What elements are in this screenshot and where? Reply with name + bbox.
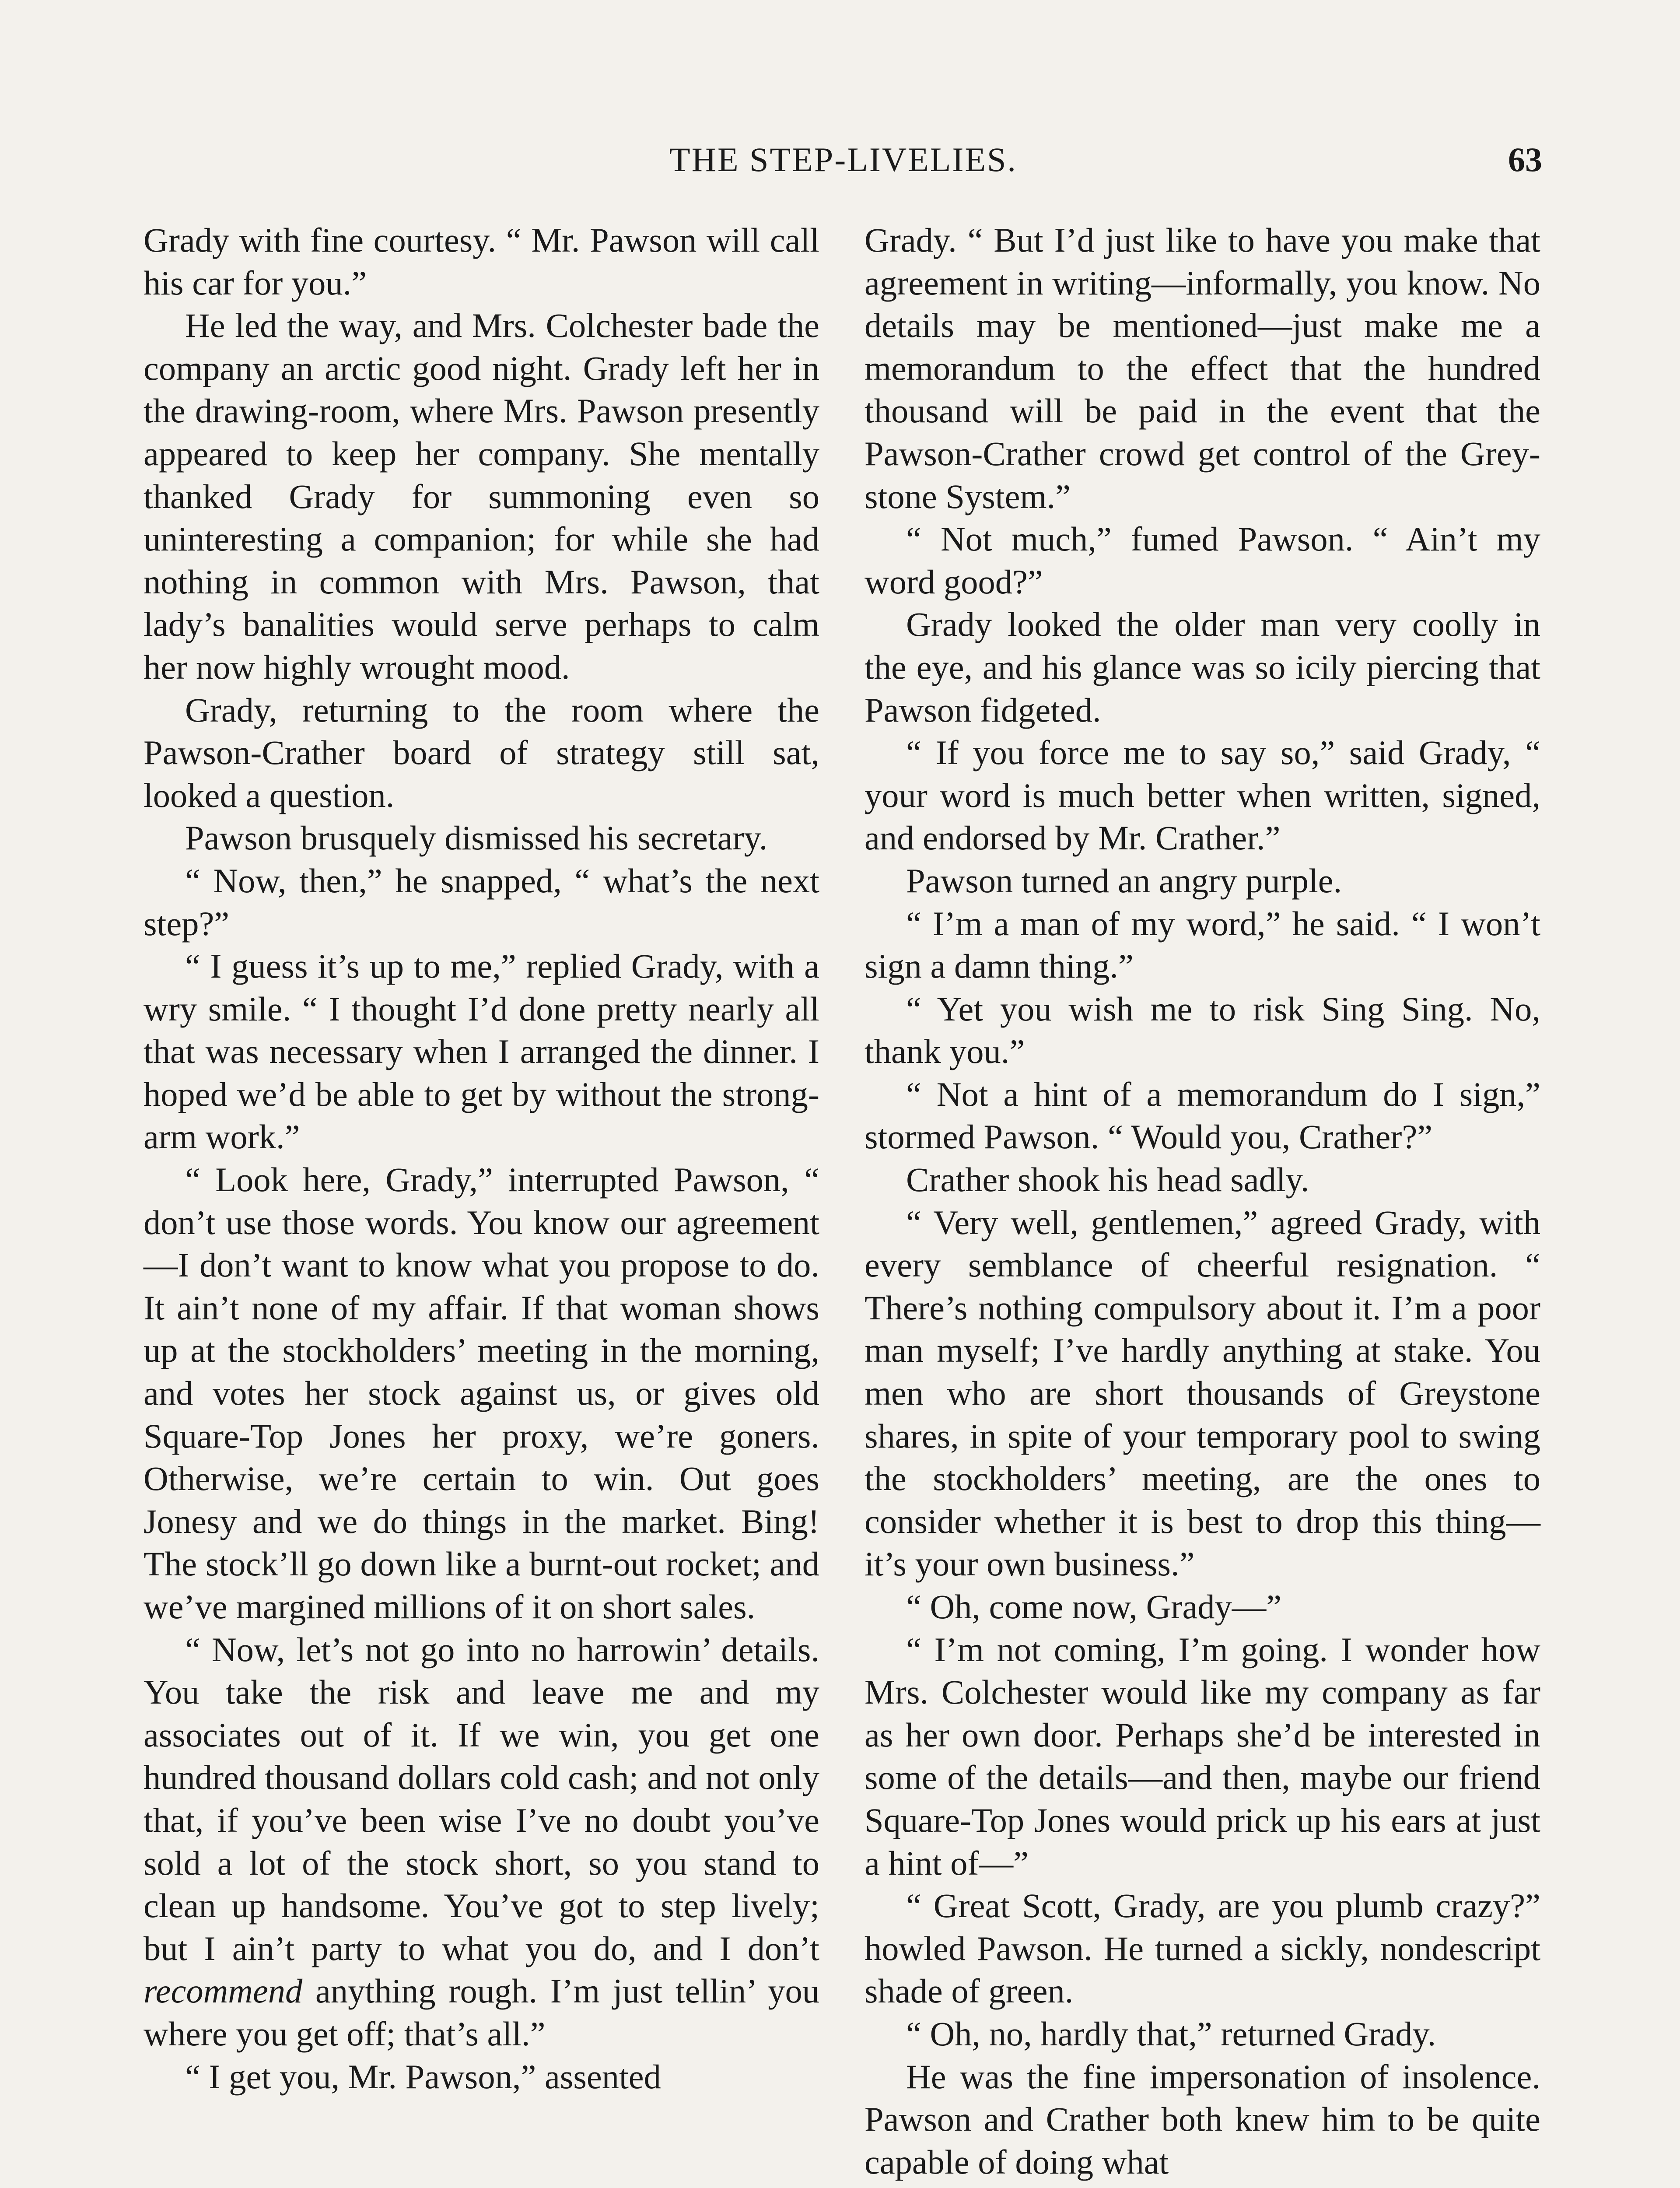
paragraph: “ Not a hint of a memorandum do I sign,” stormed Pawson. “ Would you, Crather?”: [864, 1075, 1540, 1156]
paragraph: He led the way, and Mrs. Colchester bade the company an arctic good night. Grady left her in the drawing-room, where Mrs. Pawson presently appeared to keep her company. She mentally thanked Grady for summoning even so uninteresting a companion; for while she had nothing in common with Mrs. Pawson, that lady’s banalities would serve perhaps to calm her now highly wrought mood.: [144, 306, 819, 686]
paragraph: “ Oh, come now, Grady—”: [906, 1588, 1282, 1626]
paragraph: “ If you force me to say so,” said Grady, “ your word is much better when written, signed, and endorsed by Mr. Crather.”: [864, 733, 1540, 857]
right-column: [864, 219, 1540, 2183]
running-title: THE STEP-LIVELIES.: [669, 140, 1017, 179]
paragraph: He was the fine impersonation of insolence. Pawson and Crather both knew him to be quite capable of doing what: [864, 2057, 1540, 2181]
paragraph: “ Now, let’s not go into no harrowin’ details. You take the risk and leave me and my associates out of it. If we win, you get one hundred thousand dollars cold cash; and not only that, if you’ve been wise I’ve no doubt you’ve sold a lot of the stock short, so you stand to clean up handsome. You’ve got to step lively; but I ain’t party to what you do, and I don’t recommend anything rough. I’m just tellin’ you where you get off; that’s all.”: [144, 1630, 819, 2053]
paragraph: “ I’m not coming, I’m going. I wonder how Mrs. Colchester would like my company as far as her own door. Perhaps she’d be interested in some of the details—and then, maybe our friend Square-Top Jones would prick up his ears at just a hint of—”: [864, 1630, 1540, 1882]
paragraph: Pawson turned an angry purple.: [906, 861, 1342, 900]
paragraph: “ I guess it’s up to me,” replied Grady, with a wry smile. “ I thought I’d done pretty nearly all that was necessary when I arranged the dinner. I hoped we’d be able to get by without the strong-arm work.”: [144, 947, 819, 1156]
emphasis: recommend: [144, 1972, 303, 2010]
left-column: [144, 219, 819, 2098]
running-head: [144, 140, 1542, 193]
paragraph: Grady. “ But I’d just like to have you make that agreement in writing—informally, you know. No details may be mentioned—just make me a memorandum to the effect that the hundred thousand will be paid in the event that the Pawson-Crather crowd get control of the Greystone System.”: [864, 221, 1540, 515]
paragraph: “ Yet you wish me to risk Sing Sing. No, thank you.”: [864, 989, 1540, 1071]
page-number: 63: [1508, 140, 1542, 179]
paragraph: Crather shook his head sadly.: [906, 1161, 1309, 1199]
paragraph: “ Now, then,” he snapped, “ what’s the next step?”: [144, 861, 819, 943]
paragraph: Grady with fine courtesy. “ Mr. Pawson will call his car for you.”: [144, 221, 819, 302]
paragraph: Pawson brusquely dismissed his secretary.: [185, 819, 768, 857]
paragraph: “ I get you, Mr. Pawson,” assented: [185, 2057, 661, 2096]
paragraph: “ Not much,” fumed Pawson. “ Ain’t my word good?”: [864, 520, 1540, 601]
paragraph: Grady, returning to the room where the Pawson-Crather board of strategy still sat, looked a question.: [144, 691, 819, 814]
paragraph: “ I’m a man of my word,” he said. “ I won’t sign a damn thing.”: [864, 904, 1540, 985]
paragraph: “ Oh, no, hardly that,” returned Grady.: [906, 2014, 1436, 2053]
paragraph: “ Great Scott, Grady, are you plumb crazy?” howled Pawson. He turned a sickly, nondescript shade of green.: [864, 1886, 1540, 2010]
paragraph: “ Look here, Grady,” interrupted Pawson, “ don’t use those words. You know our agreement—I don’t want to know what you propose to do. It ain’t none of my affair. If that woman shows up at the stockholders’ meeting in the morning, and votes her stock against us, or gives old Square-Top Jones her proxy, we’re goners. Otherwise, we’re certain to win. Out goes Jonesy and we do things in the market. Bing! The stock’ll go down like a burnt-out rocket; and we’ve margined millions of it on short sales.: [144, 1161, 819, 1626]
paragraph: “ Very well, gentlemen,” agreed Grady, with every semblance of cheerful resignation. “ There’s nothing compulsory about it. I’m a poor man myself; I’ve hardly anything at stake. You men who are short thousands of Greystone shares, in spite of your temporary pool to swing the stockholders’ meeting, are the ones to consider whether it is best to drop this thing—it’s your own business.”: [864, 1203, 1540, 1583]
paragraph: Grady looked the older man very coolly in the eye, and his glance was so icily piercing that Pawson fidgeted.: [864, 605, 1540, 729]
